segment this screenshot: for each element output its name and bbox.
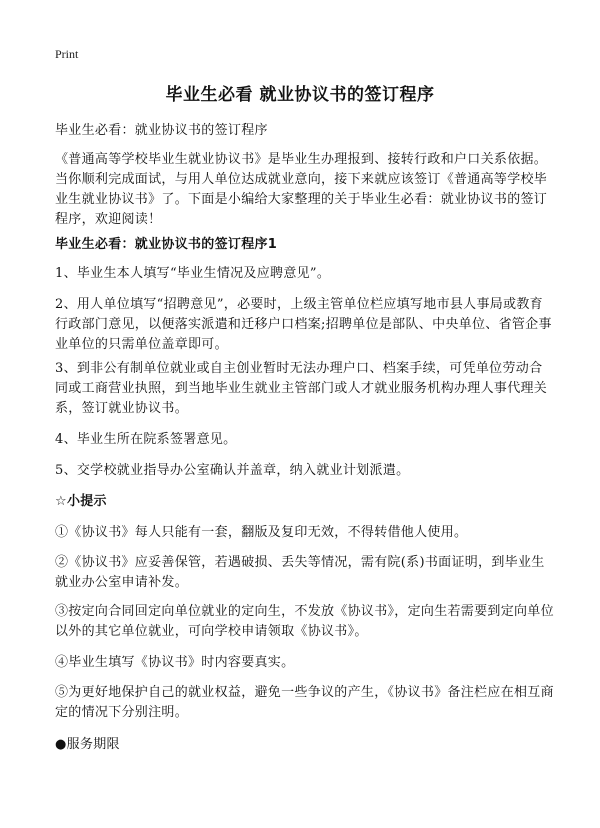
section-heading: 毕业生必看：就业协议书的签订程序1 [55,237,278,252]
step-1: 1、毕业生本人填写“毕业生情况及应聘意见”。 [55,266,331,281]
intro-paragraph: 《普通高等学校毕业生就业协议书》是毕业生办理报到、接转行政和户口关系依据。当你顺利完成面试，与用人单位达成就业意向，接下来就应该签订《普通高等学校毕业生就业协议书》了。下面是小编给大家整理的关于毕业生必看：就业协议书的签订程序，欢迎阅读！ [55,152,548,227]
step-4: 4、毕业生所在院系签署意见。 [55,432,237,447]
tip-2: ②《协议书》应妥善保管，若遇破损、丢失等情况，需有院(系)书面证明，到毕业生就业办公室申请补发。 [55,555,545,590]
tips-heading: ☆小提示 [55,494,107,509]
subtitle: 毕业生必看：就业协议书的签订程序 [55,123,268,138]
page-title: 毕业生必看 就业协议书的签订程序 [165,85,435,105]
tip-3: ③按定向合同回定向单位就业的定向生，不发放《协议书》，定向生若需要到定向单位以外的其它单位就业，可向学校申请领取《协议书》。 [55,604,554,639]
tip-5: ⑤为更好地保护自己的就业权益，避免一些争议的产生，《协议书》备注栏应在相互商定的情况下分别注明。 [55,685,554,720]
step-2: 2、用人单位填写“招聘意见”，必要时，上级主管单位栏应填写地市县人事局或教育行政部门意见，以便落实派遣和迁移户口档案;招聘单位是部队、中央单位、省管企事业单位的只需单位盖章即可。 [55,297,552,352]
service-heading: ●服务期限 [55,737,120,752]
tip-4: ④毕业生填写《协议书》时内容要真实。 [55,655,295,670]
step-3: 3、到非公有制单位就业或自主创业暂时无法办理户口、档案手续，可凭单位劳动合同或工商营业执照，到当地毕业生就业主管部门或人才就业服务机构办理人事代理关系，签订就业协议书。 [55,361,548,416]
tip-1: ①《协议书》每人只能有一套，翻版及复印无效，不得转借他人使用。 [55,525,468,540]
print-link[interactable]: Print [55,47,79,61]
step-5: 5、交学校就业指导办公室确认并盖章，纳入就业计划派遣。 [55,463,410,478]
